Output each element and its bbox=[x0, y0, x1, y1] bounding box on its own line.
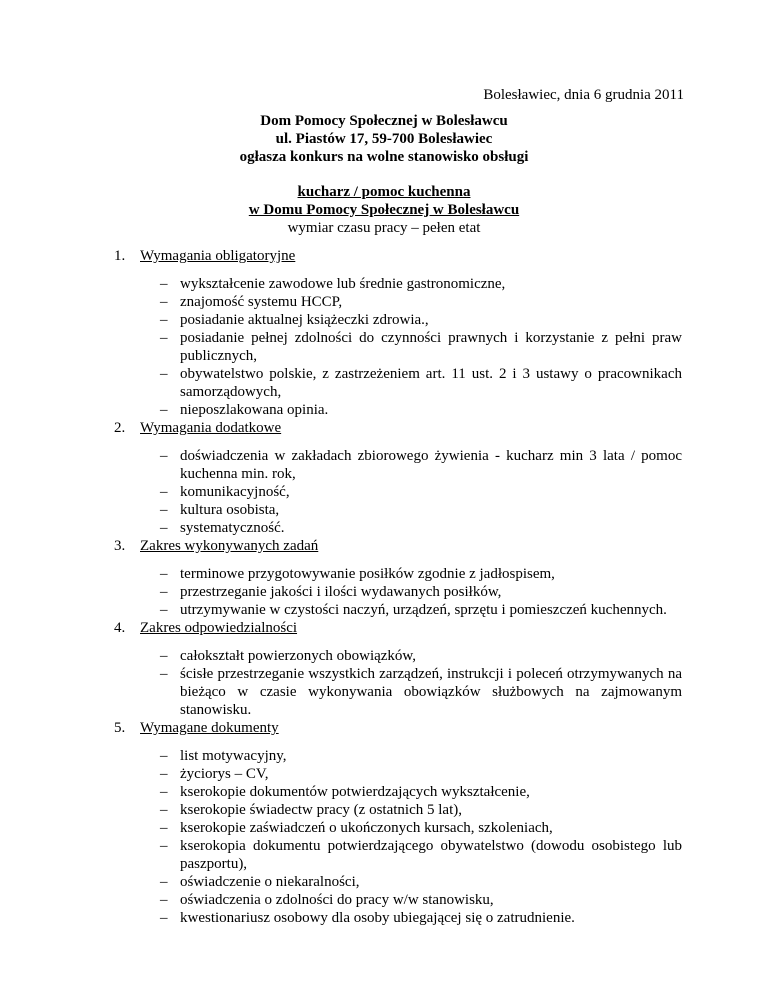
list-item: – nieposzlakowana opinia. bbox=[180, 401, 682, 419]
section-number: 5. bbox=[114, 720, 126, 736]
list-item: – terminowe przygotowywanie posiłków zgodnie z jadłospisem, bbox=[180, 565, 682, 583]
list-item: – kserokopie zaświadczeń o ukończonych kursach, szkoleniach, bbox=[180, 819, 682, 837]
section-heading: Wymagania obligatoryjne bbox=[140, 248, 296, 264]
date-line: Bolesławiec, dnia 6 grudnia 2011 bbox=[483, 87, 684, 103]
list-item: – przestrzeganie jakości i ilości wydawanych posiłków, bbox=[180, 583, 682, 601]
section-title bbox=[114, 619, 682, 637]
bullet-list bbox=[114, 647, 682, 719]
list-item: – życiorys – CV, bbox=[180, 765, 682, 783]
position-block bbox=[0, 183, 768, 237]
list-item: – całokształt powierzonych obowiązków, bbox=[180, 647, 682, 665]
list-item: – kserokopie świadectw pracy (z ostatnich 5 lat), bbox=[180, 801, 682, 819]
list-item: – doświadczenia w zakładach zbiorowego żywienia - kucharz min 3 lata / pomoc kuchenna min. rok, bbox=[180, 447, 682, 483]
institution-header bbox=[0, 112, 768, 166]
list-item: – oświadczenie o niekaralności, bbox=[180, 873, 682, 891]
list-item: – oświadczenia o zdolności do pracy w/w stanowisku, bbox=[180, 891, 682, 909]
list-item: – ścisłe przestrzeganie wszystkich zarządzeń, instrukcji i poleceń otrzymywanych na bieżąco w czasie wykonywania obowiązków służbowych na zajmowanym stanowisku. bbox=[180, 665, 682, 719]
bullet-list bbox=[114, 747, 682, 927]
section-heading: Wymagania dodatkowe bbox=[140, 420, 282, 436]
section-number: 4. bbox=[114, 620, 126, 636]
list-item: – obywatelstwo polskie, z zastrzeżeniem art. 11 ust. 2 i 3 ustawy o pracownikach samorządowych, bbox=[180, 365, 682, 401]
list-item: – kserokopia dokumentu potwierdzającego obywatelstwo (dowodu osobistego lub paszportu), bbox=[180, 837, 682, 873]
section-number: 1. bbox=[114, 248, 126, 264]
announcement-line: ogłasza konkurs na wolne stanowisko obsługi bbox=[239, 149, 529, 165]
list-item: – systematyczność. bbox=[180, 519, 682, 537]
requirements-list bbox=[114, 247, 682, 927]
section-heading: Wymagane dokumenty bbox=[140, 720, 279, 736]
bullet-list bbox=[114, 565, 682, 619]
position-location: w Domu Pomocy Społecznej w Bolesławcu bbox=[248, 202, 520, 218]
list-item: – list motywacyjny, bbox=[180, 747, 682, 765]
section-title bbox=[114, 247, 682, 265]
section bbox=[114, 247, 682, 419]
section-number: 3. bbox=[114, 538, 126, 554]
section bbox=[114, 537, 682, 619]
list-item: – posiadanie pełnej zdolności do czynności prawnych i korzystanie z pełni praw publicznych, bbox=[180, 329, 682, 365]
list-item: – kwestionariusz osobowy dla osoby ubiegającej się o zatrudnienie. bbox=[180, 909, 682, 927]
section bbox=[114, 719, 682, 927]
list-item: – wykształcenie zawodowe lub średnie gastronomiczne, bbox=[180, 275, 682, 293]
working-time: wymiar czasu pracy – pełen etat bbox=[287, 220, 481, 236]
section-title bbox=[114, 537, 682, 555]
section bbox=[114, 619, 682, 719]
section-title bbox=[114, 419, 682, 437]
list-item: – utrzymywanie w czystości naczyń, urządzeń, sprzętu i pomieszczeń kuchennych. bbox=[180, 601, 682, 619]
institution-name: Dom Pomocy Społecznej w Bolesławcu bbox=[260, 113, 508, 129]
section-heading: Zakres wykonywanych zadań bbox=[140, 538, 319, 554]
bullet-list bbox=[114, 275, 682, 419]
list-item: – posiadanie aktualnej książeczki zdrowia., bbox=[180, 311, 682, 329]
position-title: kucharz / pomoc kuchenna bbox=[297, 184, 471, 200]
section-number: 2. bbox=[114, 420, 126, 436]
list-item: – komunikacyjność, bbox=[180, 483, 682, 501]
list-item: – kultura osobista, bbox=[180, 501, 682, 519]
list-item: – kserokopie dokumentów potwierdzających wykształcenie, bbox=[180, 783, 682, 801]
list-item: – znajomość systemu HCCP, bbox=[180, 293, 682, 311]
institution-address: ul. Piastów 17, 59-700 Bolesławiec bbox=[275, 131, 493, 147]
section bbox=[114, 419, 682, 537]
section-title bbox=[114, 719, 682, 737]
bullet-list bbox=[114, 447, 682, 537]
section-heading: Zakres odpowiedzialności bbox=[140, 620, 298, 636]
